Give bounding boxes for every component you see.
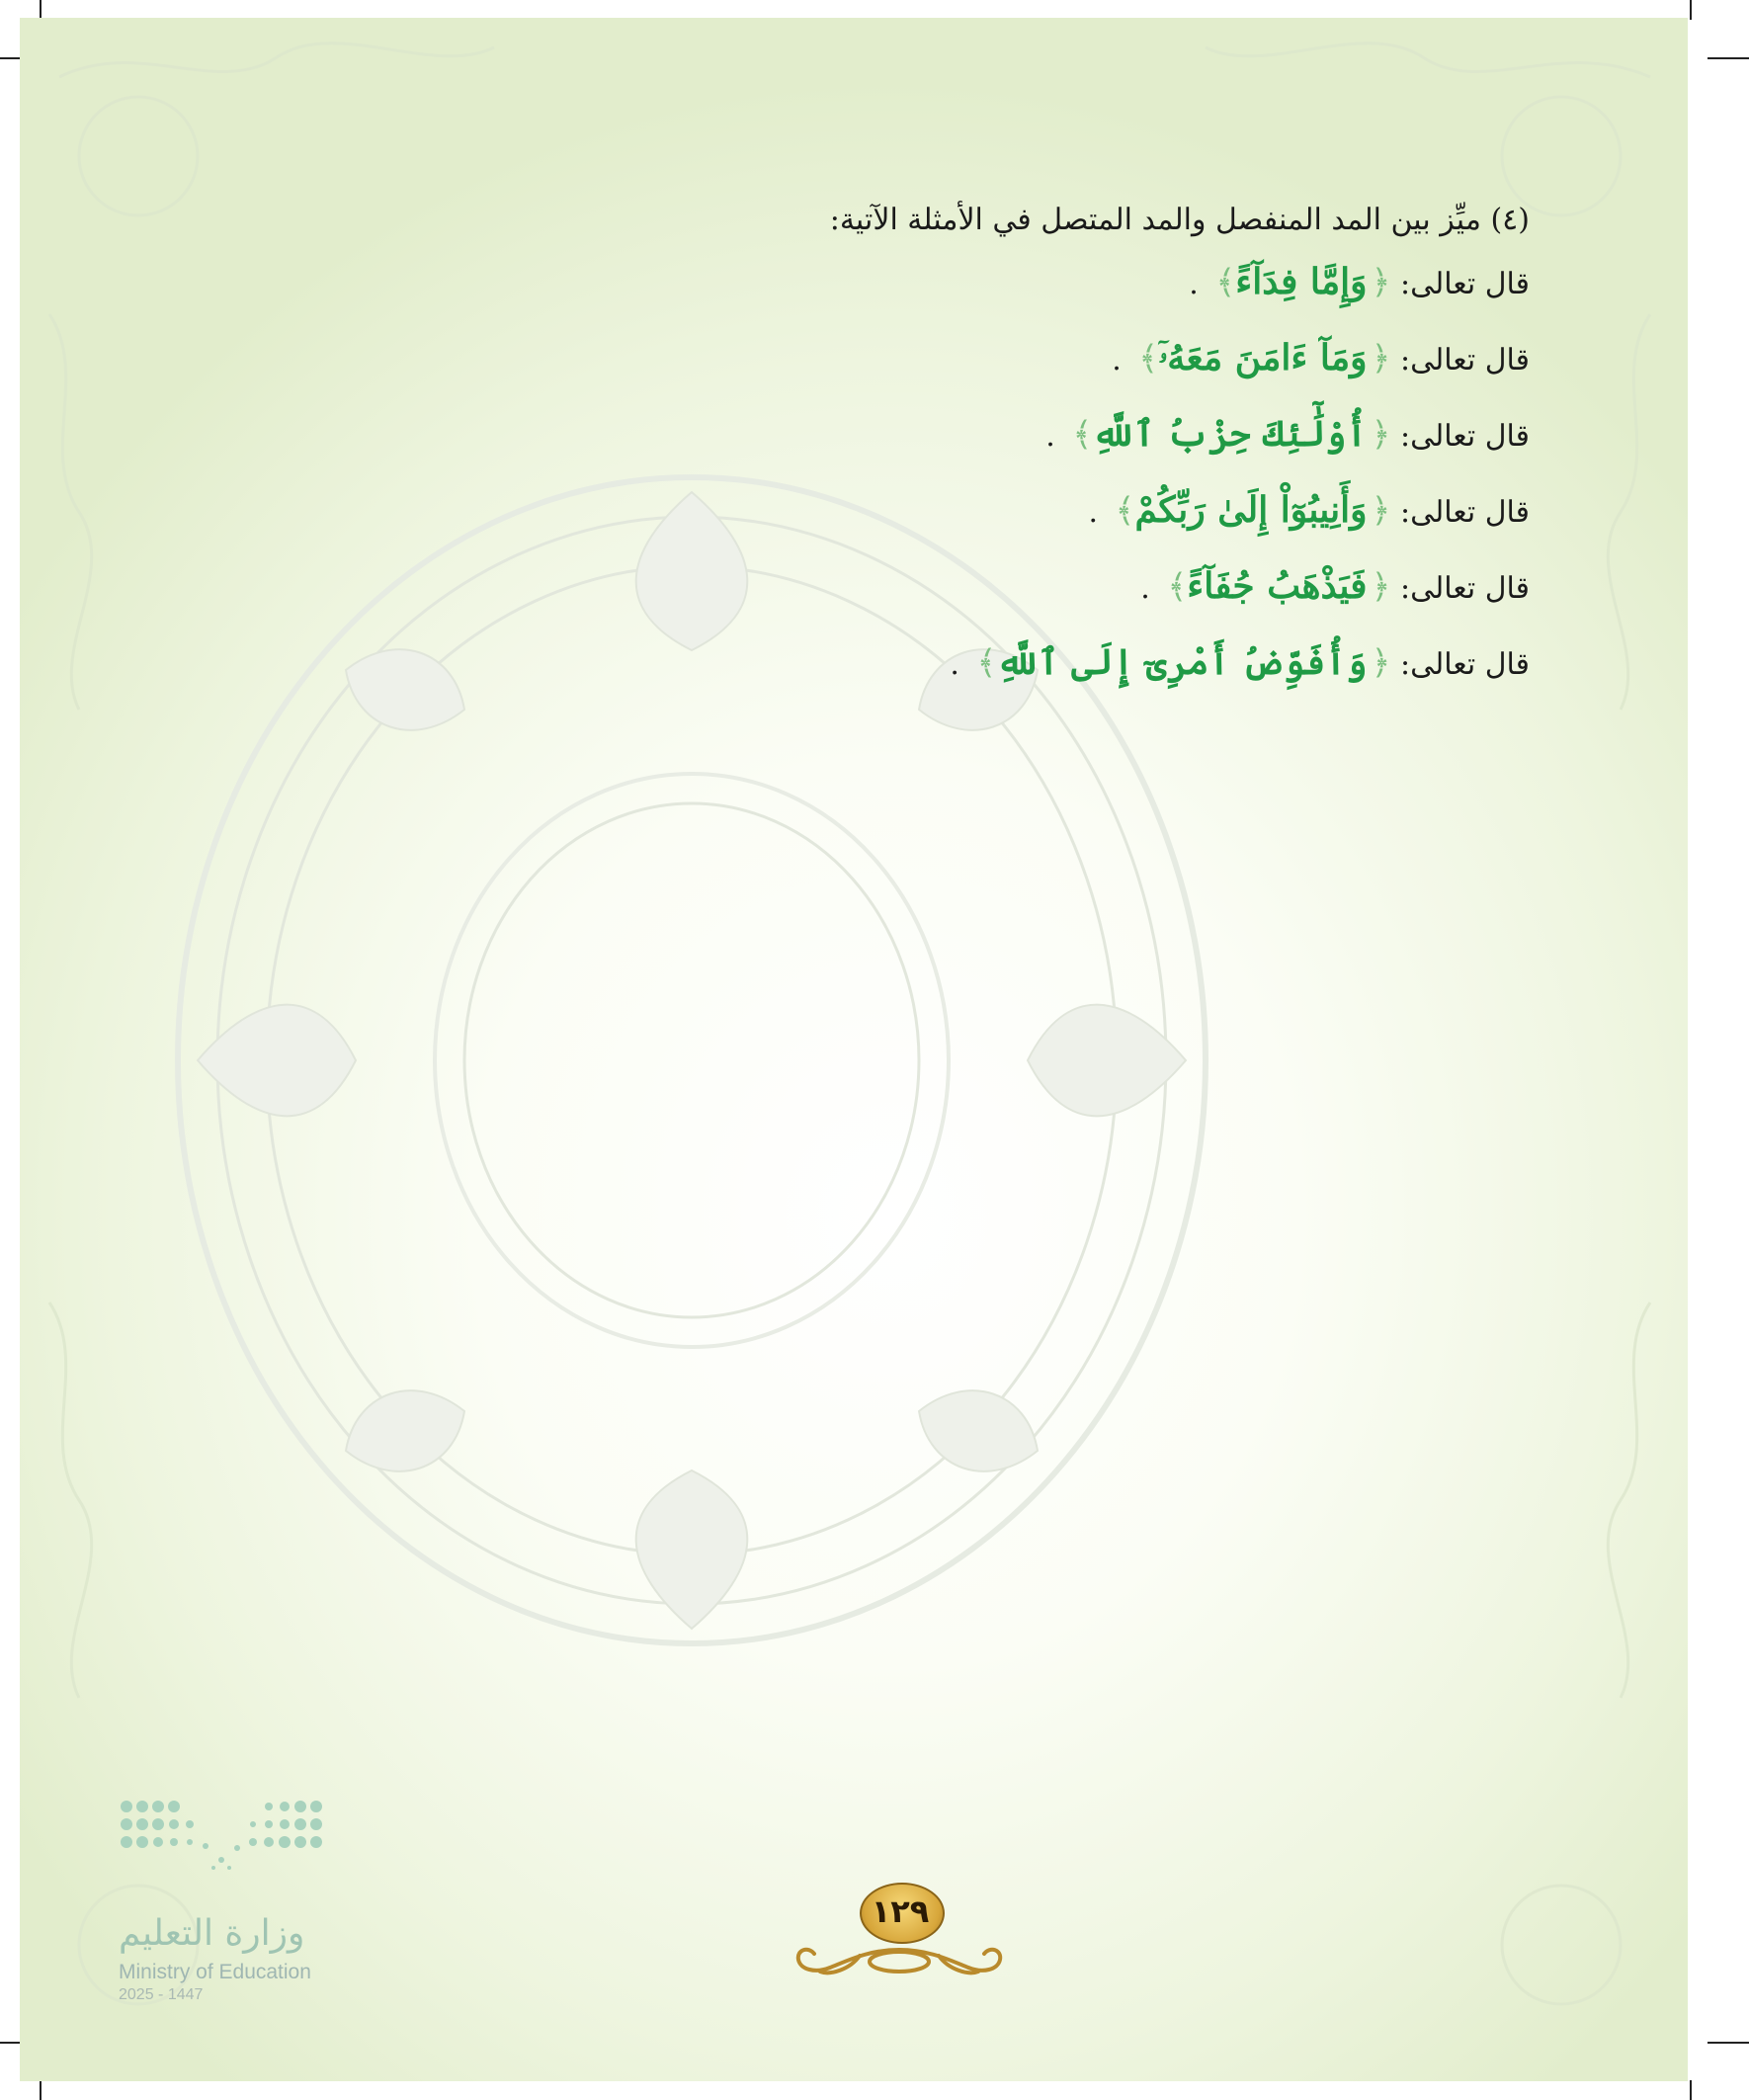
verse-text: وَمَآ ءَامَنَ مَعَهُۥٓ [1158,337,1368,378]
logo-dots-icon [119,1797,326,1876]
ministry-logo [89,1797,346,2024]
verse-text: فَيَذْهَبُ جُفَآءً [1187,565,1368,607]
quran-bracket-close-icon: ﴾ [1138,339,1159,378]
verse-intro: قال تعالى: [1399,267,1530,301]
ministry-name-english: Ministry of Education [119,1961,311,1983]
crop-mark [1707,2042,1749,2044]
period-mark: . [1112,343,1122,378]
quran-bracket-open-icon: ﴿ [1371,491,1391,531]
verse-line [640,245,1530,321]
period-mark: . [1140,571,1150,606]
verse-line [640,397,1530,473]
page-number-ornament [781,1881,1018,1989]
quran-bracket-close-icon: ﴾ [976,643,997,683]
quran-bracket-open-icon: ﴿ [1371,339,1391,378]
quran-bracket-open-icon: ﴿ [1371,415,1391,455]
verse-line [640,626,1530,702]
crop-mark [1707,57,1749,59]
quran-bracket-open-icon: ﴿ [1371,567,1391,607]
crop-mark [1690,0,1692,20]
crop-mark [40,0,42,20]
verse-intro: قال تعالى: [1399,647,1530,682]
question-heading: (٤) ميِّز بين المد المنفصل والمد المتصل في الأمثلة الآتية: [829,203,1530,237]
quran-bracket-open-icon: ﴿ [1371,263,1391,302]
quran-bracket-close-icon: ﴾ [1072,415,1093,455]
verse-line [640,549,1530,626]
quran-bracket-close-icon: ﴾ [1215,263,1236,302]
page-number: ١٢٩ [871,1892,930,1930]
edition-year: 2025 - 1447 [119,1986,204,2003]
quran-bracket-open-icon: ﴿ [1371,643,1391,683]
period-mark: . [1189,267,1199,301]
verse-intro: قال تعالى: [1399,495,1530,530]
verse-text: وَأَنِيبُوٓاْ إِلَىٰ رَبِّكُمْ [1134,489,1368,531]
ministry-name-arabic: وزارة التعليم [119,1913,305,1954]
verse-intro: قال تعالى: [1399,419,1530,454]
period-mark: . [950,647,959,682]
page [20,18,1688,2081]
verse-text: وَأُفَوِّضُ أَمْرِىٓ إِلَى ٱللَّهِ [996,641,1368,683]
verse-text: أُوْلَٰٓئِكَ حِزْبُ ٱللَّهِ [1092,413,1368,455]
exercise [640,196,1530,702]
verse-text: وَإِمَّا فِدَآءً [1235,261,1368,302]
crop-mark [40,2080,42,2100]
period-mark: . [1045,419,1055,454]
verse-intro: قال تعالى: [1399,343,1530,378]
quran-bracket-close-icon: ﴾ [1167,567,1188,607]
quran-bracket-close-icon: ﴾ [1115,491,1135,531]
period-mark: . [1088,495,1098,530]
verse-line [640,321,1530,397]
verse-intro: قال تعالى: [1399,571,1530,606]
verse-line [640,473,1530,549]
crop-mark [1690,2080,1692,2100]
